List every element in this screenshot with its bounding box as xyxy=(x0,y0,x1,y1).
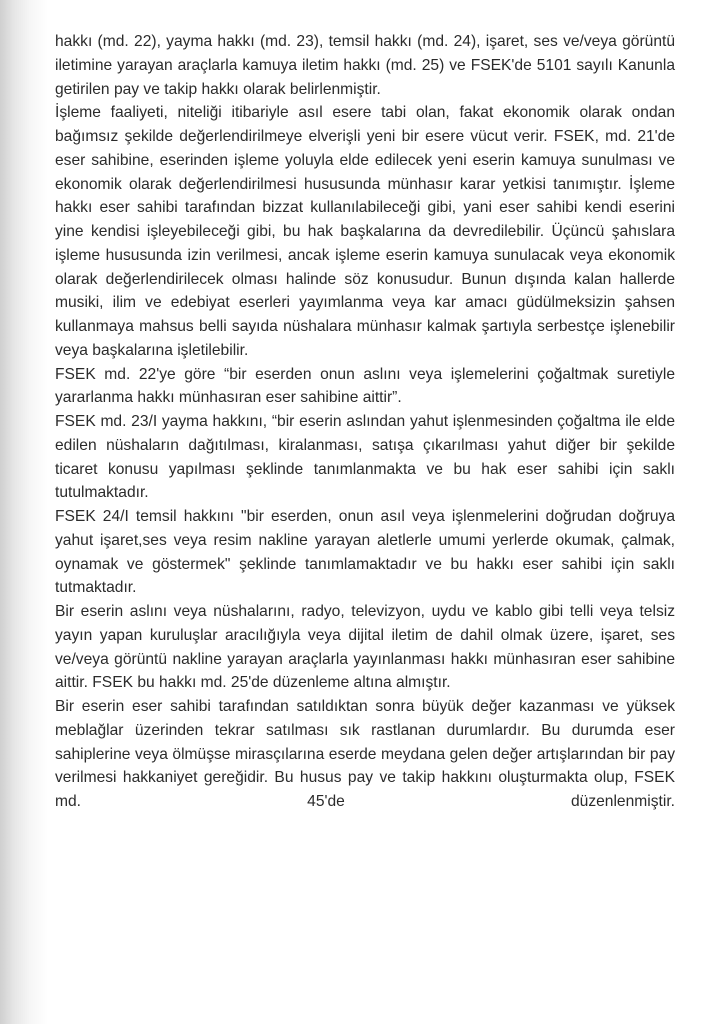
paragraph-resale-right: Bir eserin eser sahibi tarafından satıldıktan sonra büyük değer kazanması ve yüksek meblağlar üzerinden tekrar satılması sık rastlanan durumlardır. Bu durumda eser sahiplerine veya ölmüşse mirasçılarına eserde meydana gelen değer artışlarından bir pay verilmesi hakkaniyet gereğidir. Bu husus pay ve takip hakkını oluşturmakta olup, FSEK md. 45'de düzenlenmiştir. xyxy=(55,698,675,810)
paragraph-performance-right: FSEK 24/I temsil hakkını "bir eserden, onun asıl veya işlenmelerini doğrudan doğruya yahut işaret,ses veya resim nakline yarayan aletlerle umumi yerlerde okumak, çalmak, oynamak ve göstermek" şeklinde tanımlamaktadır ve bu hakkı eser sahibi için saklı tutmaktadır. xyxy=(55,508,675,597)
body-text xyxy=(55,30,675,814)
paragraph-broadcasting-right: Bir eserin aslını veya nüshalarını, radyo, televizyon, uydu ve kablo gibi telli veya telsiz yayın yapan kuruluşlar aracılığıyla veya dijital iletim de dahil olmak üzere, işaret, ses ve/veya görüntü nakline yarayan araçlarla yayınlanması hakkı münhasıran eser sahibine aittir. FSEK bu hakkı md. 25'de düzenleme altına almıştır. xyxy=(55,603,675,692)
paragraph-reproduction-right: FSEK md. 22'ye göre “bir eserden onun aslını veya işlemelerini çoğaltmak suretiyle yararlanma hakkı münhasıran eser sahibine aittir”. xyxy=(55,365,675,407)
paragraph-rights-list: hakkı (md. 22), yayma hakkı (md. 23), temsil hakkı (md. 24), işaret, ses ve/veya görüntü iletimine yarayan araçlarla kamuya iletim hakkı (md. 25) ve FSEK'de 5101 sayılı Kanunla getirilen pay ve takip hakkı olarak belirlenmiştir. xyxy=(55,33,675,98)
paragraph-distribution-right: FSEK md. 23/I yayma hakkını, “bir eserin aslından yahut işlenmesinden çoğaltma ile elde edilen nüshaların dağıtılması, kiralanması, satışa çıkarılması yahut diğer bir şekilde ticaret konusu yapılması şeklinde tanımlanmakta ve bu hak eser sahibi için saklı tutulmaktadır. xyxy=(55,413,675,502)
paragraph-adaptation-right: İşleme faaliyeti, niteliği itibariyle asıl esere tabi olan, fakat ekonomik olarak ondan bağımsız şekilde değerlendirilmeye elverişli yeni bir esere vücut verir. FSEK, md. 21'de eser sahibine, eserinden işleme yoluyla elde edilecek yeni eserin kamuya sunulması ve ekonomik olarak değerlendirilmesi hususunda münhasır karar yetkisi tanımıştır. İşleme hakkı eser sahibi tarafından bizzat kullanılabileceği gibi, yani eser sahibi kendi eserini yine kendisi işleyebileceği gibi, bu hak başkalarına da devredilebilir. Üçüncü şahıslara işleme hususunda izin verilmesi, ancak işleme eserin kamuya sunulacak veya ekonomik olarak değerlendirilecek olması halinde söz konusudur. Bunun dışında kalan hallerde musiki, ilim ve edebiyat eserleri yayımlanma veya kar amacı güdülmeksizin şahsen kullanmaya mahsus belli sayıda nüshalara münhasır kalmak şartıyla serbestçe işlenebilir veya başkalarına işletilebilir. xyxy=(55,104,675,359)
